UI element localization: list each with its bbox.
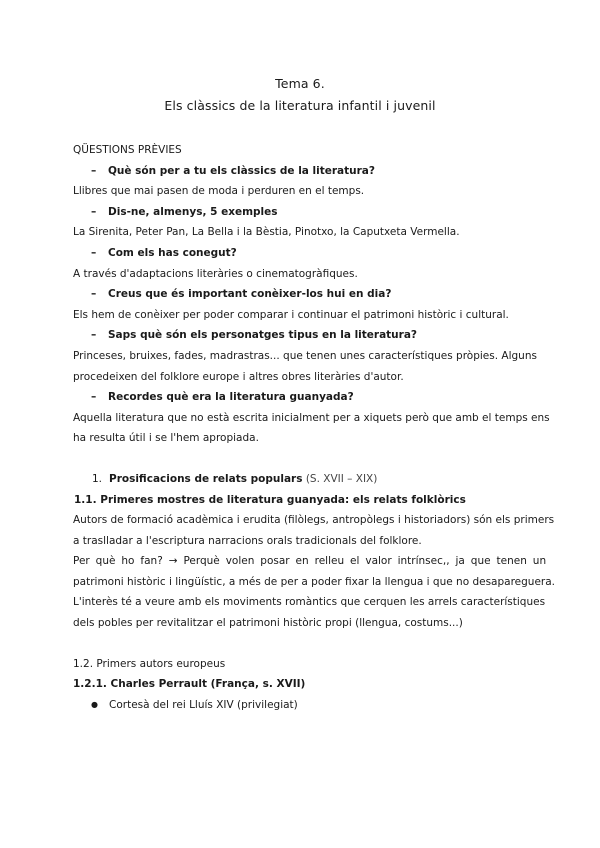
answer-text: Aquella literatura que no està escrita inicialment per a xiquets però que amb el temps ens [73,411,550,424]
answer-text: A través d'adaptacions literàries o cinematogràfiques. [73,267,358,280]
question-text: Com els has conegut? [108,246,237,259]
answer-text: Llibres que mai pasen de moda i perduren en el temps. [73,185,365,198]
bullet-dot-icon: ● [91,699,98,709]
paragraph-line: Per què ho fan? → Perquè volen posar en relleu el valor intrínsec,, ja que tenen un [73,555,547,568]
section-period: (S. XVII – XIX) [305,472,378,485]
dash-marker: – [91,329,97,342]
answer-text: La Sirenita, Peter Pan, La Bella i la Bèstia, Pinotxo, la Caputxeta Vermella. [73,226,460,239]
question-item [73,202,528,223]
answer-text: Princeses, bruixes, fades, madrastras... que tenen unes característiques pròpies. Alguns [73,349,537,362]
spacer [73,634,528,654]
section-title: Prosificacions de relats populars [109,472,303,485]
paragraph-line: dels pobles per revitalitzar el patrimoni històric propi (llengua, costums...) [73,617,463,630]
section-1-heading [73,469,528,490]
paragraph-line: L'interès té a veure amb els moviments romàntics que cerquen les arrels característiques [73,596,546,609]
answer-text: ha resulta útil i se l'hem apropiada. [73,432,259,445]
subsection-1-1-heading: 1.1. Primeres mostres de literatura guanyada: els relats folklòrics [74,493,466,506]
question-item [73,387,528,408]
question-item [73,284,528,305]
question-item [73,161,528,182]
question-text: Saps què són els personatges tipus en la literatura? [108,329,418,342]
paragraph-line: Autors de formació acadèmica i erudita (filòlegs, antropòlegs i historiadors) són els primers [73,514,555,527]
section-number: 1. [92,472,103,485]
subsection-1-2-heading: 1.2. Primers autors europeus [73,657,226,670]
title-block [0,73,600,117]
dash-marker: – [91,205,97,218]
bullet-text: Cortesà del rei Lluís XIV (privilegiat) [109,698,298,711]
spacer [73,449,528,469]
question-text: Què són per a tu els clàssics de la literatura? [108,164,375,177]
question-text: Recordes què era la literatura guanyada? [108,391,354,404]
question-item [73,243,528,264]
answer-text: procedeixen del folklore europe i altres obres literàries d'autor. [73,370,404,383]
topic-title: Els clàssics de la literatura infantil i juvenil [164,98,436,113]
answer-text: Els hem de conèixer per poder comparar i continuar el patrimoni històric i cultural. [73,308,509,321]
subsection-1-2-1-heading: 1.2.1. Charles Perrault (França, s. XVII) [73,678,306,691]
document-body [73,140,556,715]
question-text: Creus que és important conèixer-los hui en dia? [108,288,392,301]
paragraph-line: patrimoni històric i lingüístic, a més de per a poder fixar la llengua i que no desapareguera. [73,575,556,588]
question-item [73,325,528,346]
dash-marker: – [91,164,97,177]
bullet-item [73,695,528,716]
dash-marker: – [91,246,97,259]
paragraph-line: a traslladar a l'escriptura narracions orals tradicionals del folklore. [73,534,422,547]
section-heading-prior-questions: QÜESTIONS PRÈVIES [73,144,182,156]
dash-marker: – [91,391,97,404]
dash-marker: – [91,288,97,301]
topic-number: Tema 6. [275,76,325,91]
question-text: Dis-ne, almenys, 5 exemples [108,205,278,218]
